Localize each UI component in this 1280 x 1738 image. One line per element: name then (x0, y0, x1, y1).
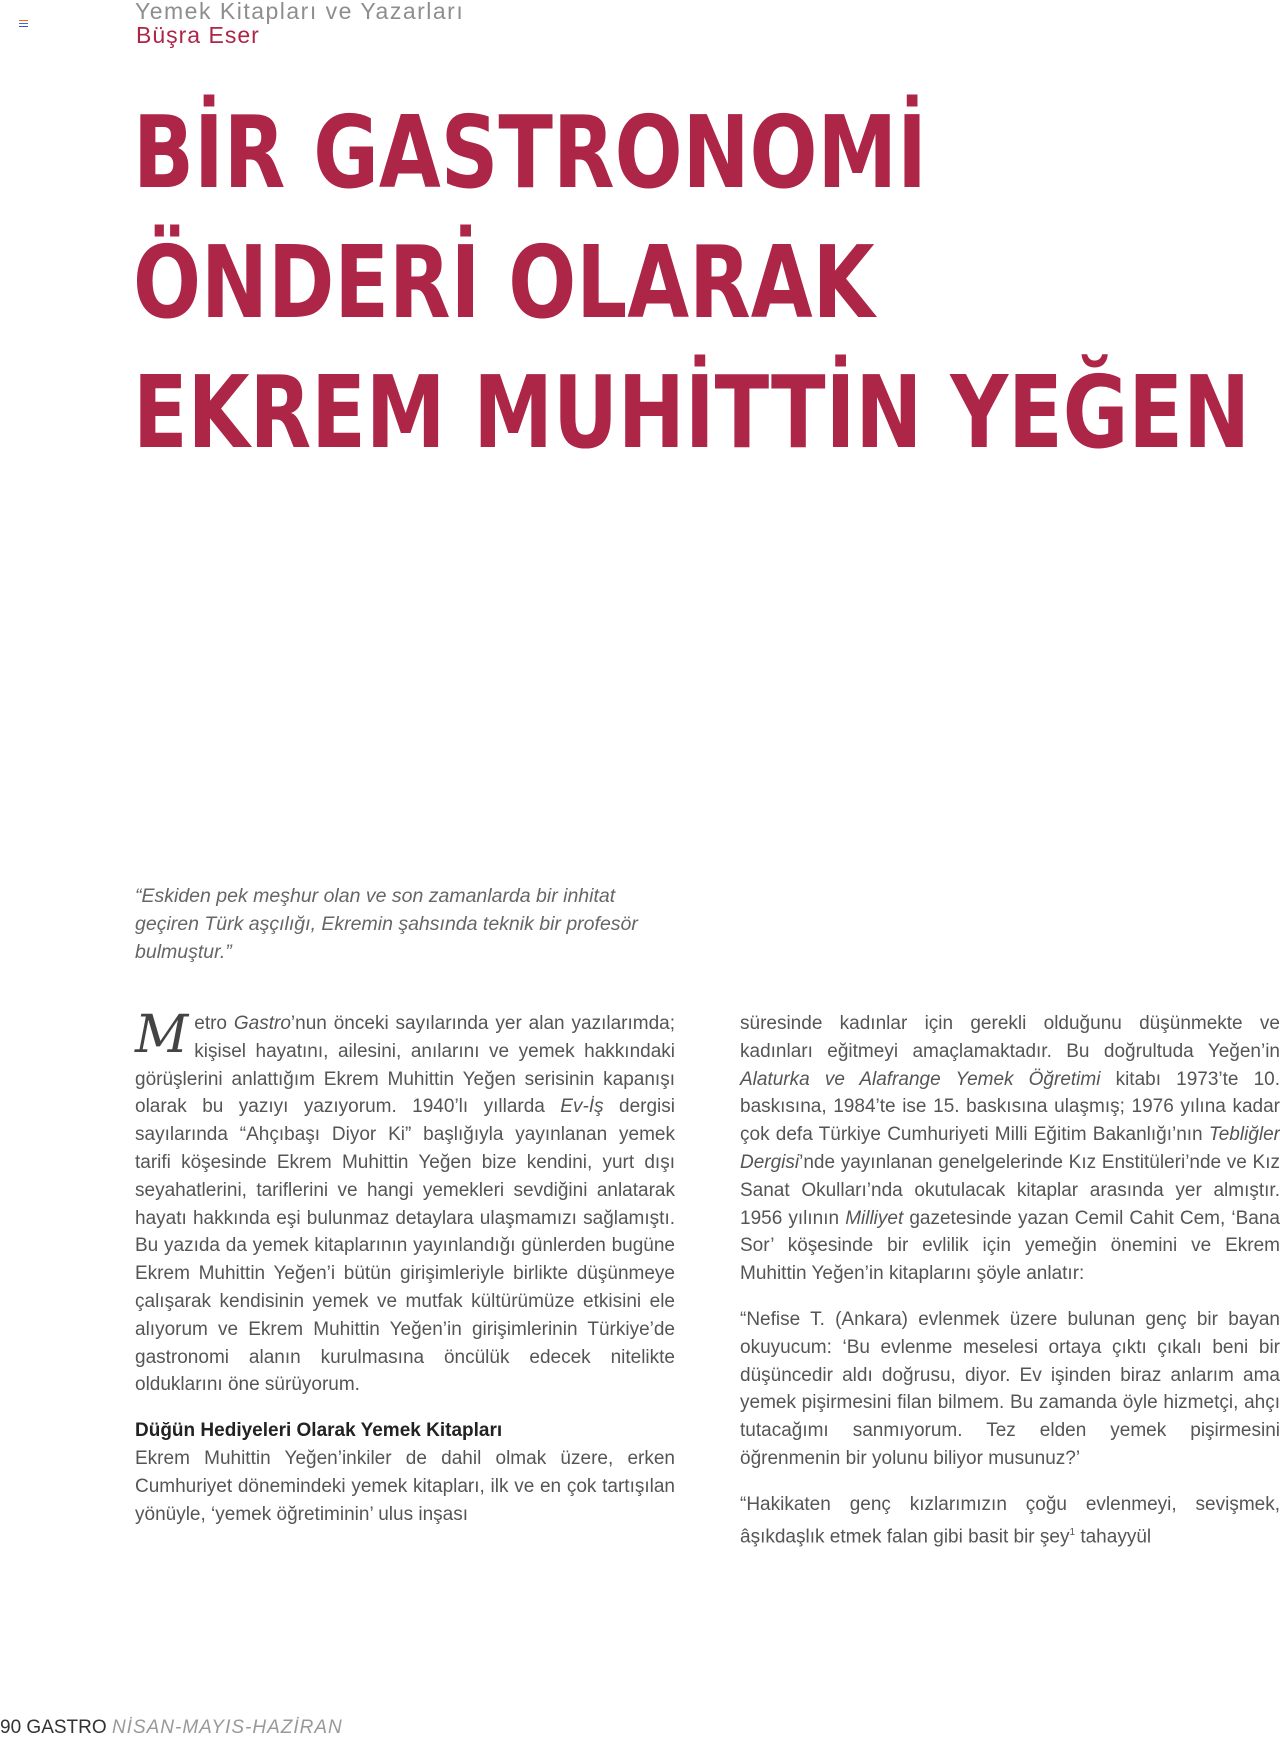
magazine-name: GASTRO (26, 1717, 107, 1738)
title-line-2: ÖNDERİ OLARAK (133, 224, 875, 341)
text-run: süresinde kadınlar için gerekli olduğunu düşünmekte ve kadınları eğitmeyi amaçlamaktadır. Bu doğrultuda Yeğen’in (740, 1013, 1280, 1062)
article-title (133, 88, 1278, 478)
title-line-3: EKREM MUHİTTİN YEĞEN (133, 354, 1251, 471)
menu-icon-bar-3 (19, 26, 28, 27)
italic-run: Gastro (233, 1013, 291, 1034)
text-run: etro (194, 1013, 234, 1034)
menu-icon-bar-1 (19, 20, 28, 21)
author-name: Büşra Eser (136, 22, 260, 48)
italic-run: Tebliğler Dergisi (740, 1124, 1280, 1173)
section-paragraph (135, 1417, 675, 1528)
title-line-1: BİR GASTRONOMİ (133, 94, 927, 211)
section-category: Yemek Kitapları ve Yazarları (135, 0, 465, 24)
drop-cap: M (135, 1005, 189, 1065)
article-column-right (740, 1010, 1280, 1569)
page-number: 90 (0, 1717, 22, 1738)
issue-label: NİSAN-MAYIS-HAZİRAN (111, 1717, 343, 1738)
section-subheading: Düğün Hediyeleri Olarak Yemek Kitapları (135, 1420, 503, 1442)
quote-paragraph: “Nefise T. (Ankara) evlenmek üzere bulunan genç bir bayan okuyucum: ‘Bu evlenme meselesi ortaya çıktı çıkalı beni bir düşüncedir aldı doğrusu, diyor. Ev işinden biraz anlarım ama yemek pişirmesini filan bilmem. Bu zamanda öyle hizmetçi, ahçı tutacağımı sanmıyorum. Tez elden yemek pişirmesini öğrenmenin bir yolunu biliyor musunuz?’ (740, 1308, 1280, 1469)
menu-icon-bar-2 (19, 23, 28, 24)
pull-quote: “Eskiden pek meşhur olan ve son zamanlarda bir inhitat geçiren Türk aşçılığı, Ekremin şahsında teknik bir profesör bulmuştur.” (135, 885, 638, 963)
text-run: gazetesinde yazan Cemil Cahit Cem, ‘Bana Sor’ köşesinde bir evlilik için yemeğin önemini ve Ekrem Muhittin Yeğen’in kitaplarını şöyle anlatır: (740, 1207, 1280, 1285)
text-run: kitabı 1973’te 10. baskısına, 1984’te ise 15. baskısına ulaşmış; 1976 yılına kadar çok defa Türkiye Cumhuriyeti Milli Eğitim Bakanlığı’nın (740, 1068, 1280, 1146)
italic-run: Ev-İş (560, 1096, 604, 1118)
text-run: tahayyül (1075, 1525, 1152, 1547)
text-run: “Hakikaten genç kızlarımızın çoğu evlenmeyi, sevişmek, âşıkdaşlık etmek falan gibi basit bir şey (740, 1493, 1280, 1547)
menu-icon[interactable] (19, 20, 28, 26)
body-paragraph (740, 1010, 1280, 1288)
intro-paragraph (135, 1005, 675, 1399)
quote-paragraph (740, 1491, 1280, 1551)
footnote-marker[interactable]: 1 (1069, 1526, 1076, 1538)
text-run: dergisi sayılarında “Ahçıbaşı Diyor Ki” başlığıyla yayınlanan yemek tarifi köşesinde Ekrem Muhittin Yeğen bize kendini, yurt dışı seyahatlerini, tariflerini ve hangi yemekleri sevdiğini anlatarak hayatı hakkında eşi bulunmaz detaylara ulaşmamızı sağlamıştı. Bu yazıda da yemek kitaplarının yayınlandığı günlerden bugüne Ekrem Muhittin Yeğen’i bütün girişimleriyle birlikte düşünmeye çalışarak kendisinin yemek ve mutfak kültürümüze etkisini ele alıyorum ve Ekrem Muhittin Yeğen’in girişimlerinin Türkiye’de gastronomi alanın kurulmasına öncülük edecek nitelikte olduklarını öne sürüyorum. (135, 1096, 675, 1396)
text-run: ’nun önceki sayılarında yer alan yazılarımda; kişisel hayatını, ailesini, anılarını ve yemek hakkındaki görüşlerini anlattığım Ekrem Muhittin Yeğen serisinin kapanışı olarak bu yazıyı yazıyorum. 1940’lı yıllarda (135, 1013, 675, 1118)
text-run: ’nde yayınlanan genelgelerinde Kız Enstitüleri’nde ve Kız Sanat Okulları’nda okutulacak kitaplar arasında yer almıştır. 1956 yılının (740, 1151, 1280, 1229)
text-run: Ekrem Muhittin Yeğen’inkiler de dahil olmak üzere, erken Cumhuriyet dönemindeki yemek kitapları, ilk ve en çok tartışılan yönüyle, ‘yemek öğretiminin’ ulus inşası (135, 1447, 675, 1525)
italic-run: Milliyet (845, 1207, 904, 1229)
italic-run: Alaturka ve Alafrange Yemek Öğretimi (740, 1068, 1101, 1090)
article-column-left (135, 1005, 675, 1546)
page-footer (0, 1718, 343, 1738)
